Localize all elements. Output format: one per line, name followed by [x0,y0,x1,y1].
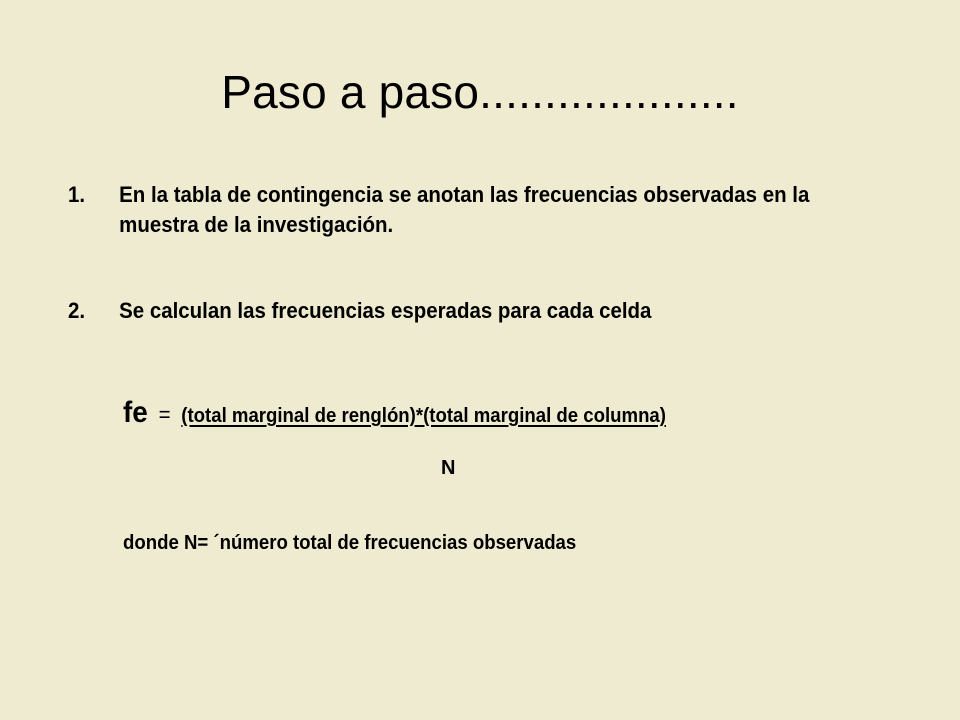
formula-note: donde N= ´número total de frecuencias observadas [123,532,577,554]
formula-symbol: fe [123,396,148,429]
expected-frequency-formula [123,398,666,431]
step-text: En la tabla de contingencia se anotan las frecuencias observadas en la muestra de la investigación. [119,182,810,237]
formula-numerator: (total marginal de renglón)*(total marginal de columna) [181,405,666,427]
step-number: 1. [68,182,86,207]
step-text: Se calculan las frecuencias esperadas para cada celda [119,298,652,323]
formula-denominator: N [441,457,456,479]
formula-equals: = [158,402,171,427]
slide-title: Paso a paso.................... [221,66,739,118]
steps-list [68,180,908,326]
step-number: 2. [68,298,86,323]
step-item-2 [68,296,849,326]
step-item-1 [68,180,849,240]
